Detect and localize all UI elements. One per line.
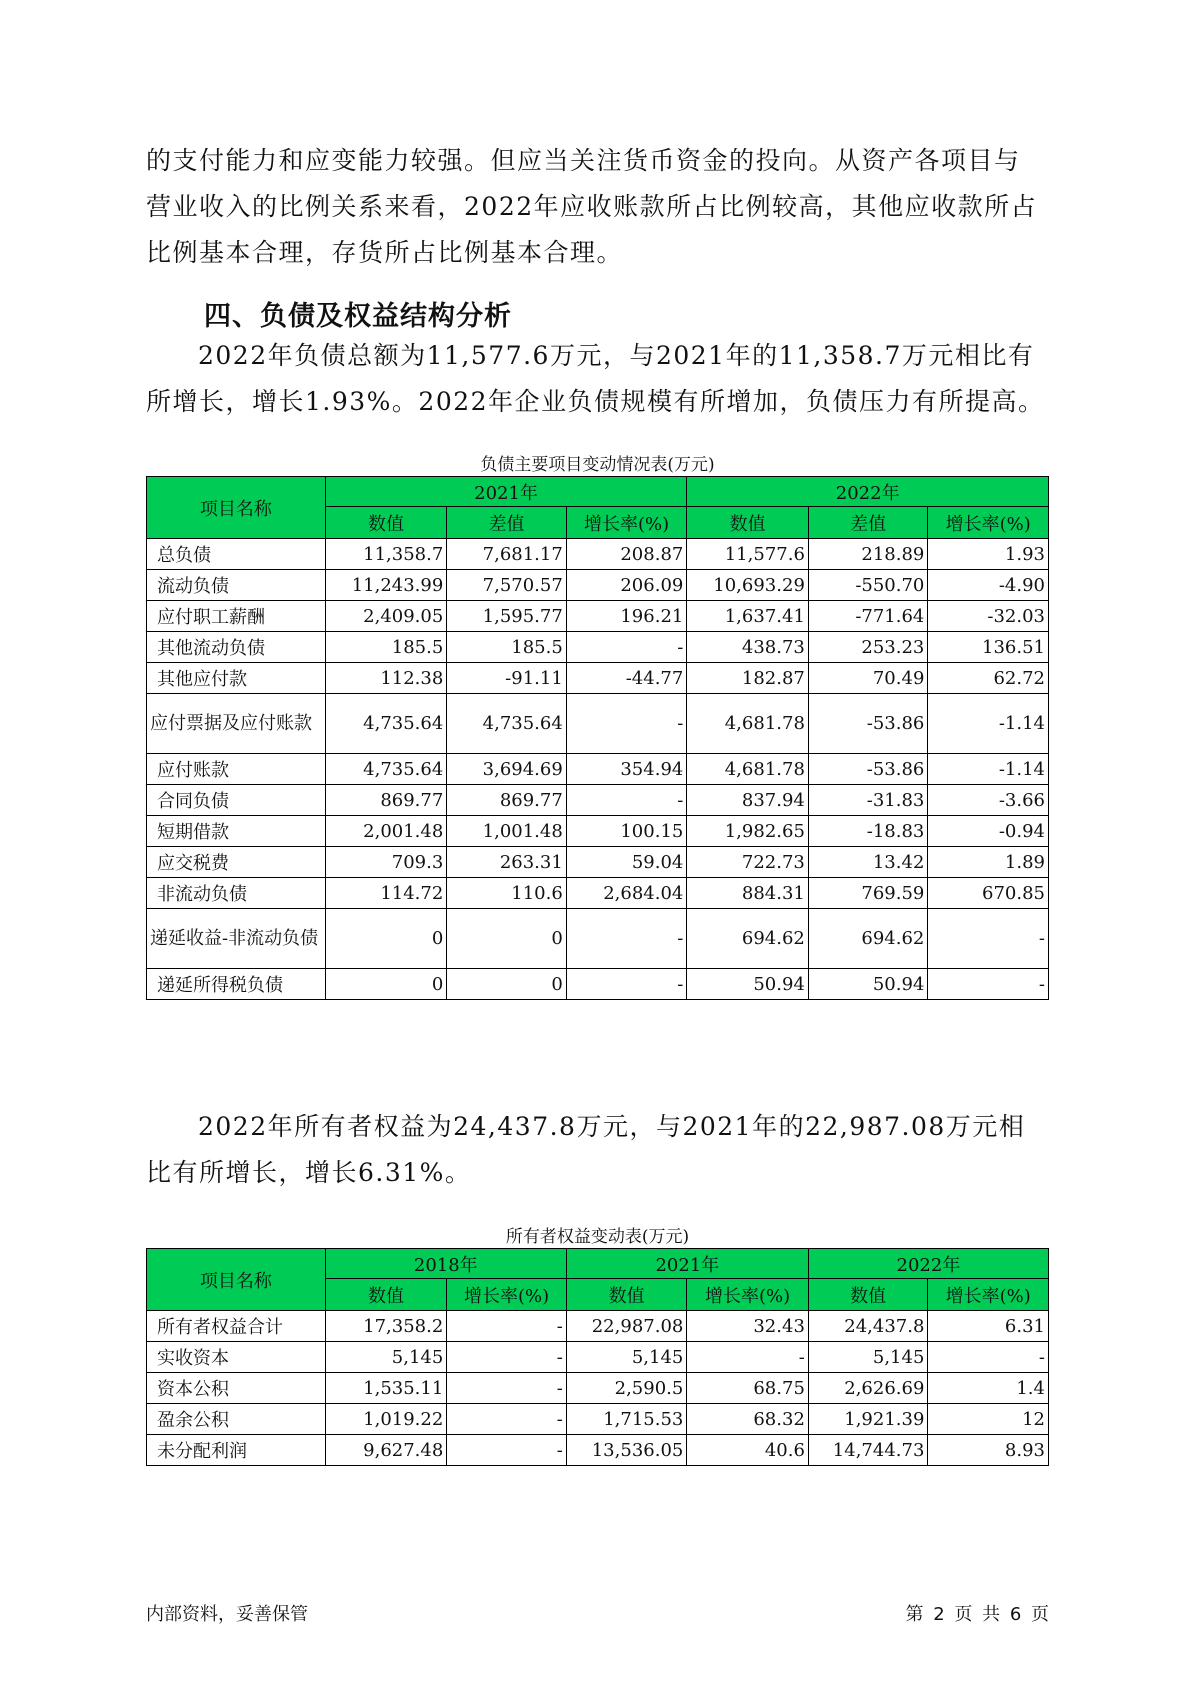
- liability-table-caption: 负债主要项目变动情况表(万元): [480, 455, 715, 475]
- table-cell: -: [928, 909, 1049, 969]
- table-cell: 4,681.78: [687, 694, 809, 754]
- row-label: 未分配利润: [147, 1435, 326, 1466]
- table-row: [147, 601, 1049, 632]
- table-cell: 11,358.7: [325, 539, 447, 570]
- table-cell: 9,627.48: [325, 1435, 447, 1466]
- table-row: [147, 570, 1049, 601]
- table-cell: 68.75: [687, 1373, 809, 1404]
- section-heading: 四、负债及权益结构分析: [204, 301, 512, 332]
- table-cell: 0: [325, 909, 447, 969]
- table-cell: 0: [447, 909, 567, 969]
- table-cell: 722.73: [687, 847, 809, 878]
- table-cell: 694.62: [808, 909, 928, 969]
- table-row: [147, 663, 1049, 694]
- table-cell: 2,590.5: [566, 1373, 687, 1404]
- table-cell: 1.93: [928, 539, 1049, 570]
- table-cell: -: [566, 909, 687, 969]
- table-row: [147, 847, 1049, 878]
- table-cell: 40.6: [687, 1435, 809, 1466]
- table-row: [147, 816, 1049, 847]
- table-cell: 50.94: [808, 969, 928, 1000]
- footer-page-number: 第 2 页 共 6 页: [905, 1604, 1049, 1625]
- liability-paragraph: 2022年负债总额为11,577.6万元，与2021年的11,358.7万元相比有所增长，增长1.93%。2022年企业负债规模有所增加，负债压力有所提高。: [146, 341, 1045, 416]
- table-cell: 59.04: [566, 847, 687, 878]
- table-cell: -: [447, 1435, 567, 1466]
- row-label: 实收资本: [147, 1342, 326, 1373]
- table-cell: 5,145: [566, 1342, 687, 1373]
- table-cell: 1,715.53: [566, 1404, 687, 1435]
- table-cell: 182.87: [687, 663, 809, 694]
- table-cell: 185.5: [447, 632, 567, 663]
- table-cell: 869.77: [447, 785, 567, 816]
- table-cell: 17,358.2: [325, 1311, 447, 1342]
- year-header-2022: 2022年: [687, 477, 1049, 507]
- table-cell: -771.64: [808, 601, 928, 632]
- row-label: 其他流动负债: [147, 632, 326, 663]
- table-cell: 11,577.6: [687, 539, 809, 570]
- name-header: 项目名称: [147, 1249, 326, 1311]
- table-cell: -1.14: [928, 694, 1049, 754]
- equity-table: [146, 1248, 1049, 1466]
- row-label: 应付票据及应付账款: [147, 694, 326, 754]
- table-cell: 263.31: [447, 847, 567, 878]
- table-cell: 3,694.69: [447, 754, 567, 785]
- row-label: 流动负债: [147, 570, 326, 601]
- table-cell: 208.87: [566, 539, 687, 570]
- table-cell: 32.43: [687, 1311, 809, 1342]
- table-cell: 110.6: [447, 878, 567, 909]
- table-row: [147, 909, 1049, 969]
- table-cell: 1,982.65: [687, 816, 809, 847]
- table-cell: 50.94: [687, 969, 809, 1000]
- year-header-2018: 2018年: [325, 1249, 566, 1279]
- table-cell: 1,637.41: [687, 601, 809, 632]
- table-cell: -: [447, 1311, 567, 1342]
- name-header: 项目名称: [147, 477, 326, 539]
- intro-paragraph: 的支付能力和应变能力较强。但应当关注货币资金的投向。从资产各项目与营业收入的比例关系来看，2022年应收账款所占比例较高，其他应收款所占比例基本合理，存货所占比例基本合理。: [146, 146, 1038, 267]
- table-cell: 68.32: [687, 1404, 809, 1435]
- table-cell: 22,987.08: [566, 1311, 687, 1342]
- sub-header: 增长率(%): [687, 1279, 809, 1311]
- table-row: [147, 754, 1049, 785]
- liability-table: [146, 476, 1049, 1000]
- table-cell: 13,536.05: [566, 1435, 687, 1466]
- table-cell: -32.03: [928, 601, 1049, 632]
- table-cell: 884.31: [687, 878, 809, 909]
- table-cell: 114.72: [325, 878, 447, 909]
- table-cell: 1.4: [928, 1373, 1049, 1404]
- table-cell: 1,001.48: [447, 816, 567, 847]
- row-label: 应付账款: [147, 754, 326, 785]
- table-cell: 0: [447, 969, 567, 1000]
- table-cell: 62.72: [928, 663, 1049, 694]
- table-cell: -0.94: [928, 816, 1049, 847]
- equity-table-caption: 所有者权益变动表(万元): [505, 1227, 690, 1247]
- row-label: 递延收益-非流动负债: [147, 909, 326, 969]
- table-cell: 1,535.11: [325, 1373, 447, 1404]
- row-label: 总负债: [147, 539, 326, 570]
- table-cell: -: [928, 1342, 1049, 1373]
- table-cell: 6.31: [928, 1311, 1049, 1342]
- table-cell: 4,735.64: [447, 694, 567, 754]
- table-cell: -53.86: [808, 754, 928, 785]
- table-cell: -: [447, 1373, 567, 1404]
- table-cell: 4,735.64: [325, 754, 447, 785]
- table-cell: -1.14: [928, 754, 1049, 785]
- sub-header: 数值: [325, 507, 447, 539]
- year-header-2021: 2021年: [325, 477, 687, 507]
- table-cell: 769.59: [808, 878, 928, 909]
- table-cell: 7,681.17: [447, 539, 567, 570]
- table-cell: 5,145: [325, 1342, 447, 1373]
- table-cell: -: [447, 1342, 567, 1373]
- table-cell: 869.77: [325, 785, 447, 816]
- table-cell: 1.89: [928, 847, 1049, 878]
- table-cell: 2,409.05: [325, 601, 447, 632]
- table-row: [147, 1342, 1049, 1373]
- table-cell: 1,019.22: [325, 1404, 447, 1435]
- table-row: [147, 1435, 1049, 1466]
- table-cell: -: [928, 969, 1049, 1000]
- table-cell: 709.3: [325, 847, 447, 878]
- table-cell: 1,595.77: [447, 601, 567, 632]
- table-cell: -: [566, 694, 687, 754]
- table-cell: 12: [928, 1404, 1049, 1435]
- table-row: [147, 1311, 1049, 1342]
- sub-header: 差值: [447, 507, 567, 539]
- table-cell: 136.51: [928, 632, 1049, 663]
- table-cell: 100.15: [566, 816, 687, 847]
- table-cell: 2,001.48: [325, 816, 447, 847]
- row-label: 合同负债: [147, 785, 326, 816]
- row-label: 盈余公积: [147, 1404, 326, 1435]
- table-cell: -: [566, 785, 687, 816]
- table-row: [147, 1373, 1049, 1404]
- sub-header: 数值: [566, 1279, 687, 1311]
- table-row: [147, 539, 1049, 570]
- row-label: 应交税费: [147, 847, 326, 878]
- table-cell: 8.93: [928, 1435, 1049, 1466]
- row-label: 资本公积: [147, 1373, 326, 1404]
- table-cell: 7,570.57: [447, 570, 567, 601]
- year-header-2021: 2021年: [566, 1249, 808, 1279]
- table-cell: 196.21: [566, 601, 687, 632]
- table-row: [147, 694, 1049, 754]
- table-cell: -: [566, 969, 687, 1000]
- table-cell: 185.5: [325, 632, 447, 663]
- table-cell: 13.42: [808, 847, 928, 878]
- table-cell: 14,744.73: [808, 1435, 928, 1466]
- table-cell: 10,693.29: [687, 570, 809, 601]
- table-cell: 11,243.99: [325, 570, 447, 601]
- table-cell: 2,626.69: [808, 1373, 928, 1404]
- row-label: 所有者权益合计: [147, 1311, 326, 1342]
- table-cell: -: [687, 1342, 809, 1373]
- table-row: [147, 969, 1049, 1000]
- sub-header: 增长率(%): [928, 1279, 1049, 1311]
- table-cell: 70.49: [808, 663, 928, 694]
- table-cell: -31.83: [808, 785, 928, 816]
- table-cell: -91.11: [447, 663, 567, 694]
- table-cell: 253.23: [808, 632, 928, 663]
- sub-header: 数值: [687, 507, 809, 539]
- row-label: 短期借款: [147, 816, 326, 847]
- table-cell: -550.70: [808, 570, 928, 601]
- table-row: [147, 632, 1049, 663]
- table-cell: 4,735.64: [325, 694, 447, 754]
- table-cell: 438.73: [687, 632, 809, 663]
- table-cell: -18.83: [808, 816, 928, 847]
- sub-header: 差值: [808, 507, 928, 539]
- table-cell: 837.94: [687, 785, 809, 816]
- equity-paragraph: 2022年所有者权益为24,437.8万元，与2021年的22,987.08万元相比有所增长，增长6.31%。: [146, 1112, 1026, 1187]
- table-cell: -3.66: [928, 785, 1049, 816]
- table-cell: 206.09: [566, 570, 687, 601]
- table-row: [147, 1404, 1049, 1435]
- row-label: 其他应付款: [147, 663, 326, 694]
- table-cell: 2,684.04: [566, 878, 687, 909]
- sub-header: 数值: [325, 1279, 447, 1311]
- table-cell: 112.38: [325, 663, 447, 694]
- table-cell: 5,145: [808, 1342, 928, 1373]
- sub-header: 数值: [808, 1279, 928, 1311]
- table-row: [147, 878, 1049, 909]
- sub-header: 增长率(%): [928, 507, 1049, 539]
- table-cell: 24,437.8: [808, 1311, 928, 1342]
- table-cell: 4,681.78: [687, 754, 809, 785]
- sub-header: 增长率(%): [447, 1279, 567, 1311]
- table-cell: 218.89: [808, 539, 928, 570]
- table-cell: -44.77: [566, 663, 687, 694]
- table-cell: -: [566, 632, 687, 663]
- table-cell: -: [447, 1404, 567, 1435]
- row-label: 递延所得税负债: [147, 969, 326, 1000]
- row-label: 非流动负债: [147, 878, 326, 909]
- table-cell: 1,921.39: [808, 1404, 928, 1435]
- table-cell: -53.86: [808, 694, 928, 754]
- footer-confidential: 内部资料，妥善保管: [146, 1604, 308, 1625]
- year-header-2022: 2022年: [808, 1249, 1048, 1279]
- table-cell: 354.94: [566, 754, 687, 785]
- sub-header: 增长率(%): [566, 507, 687, 539]
- table-cell: -4.90: [928, 570, 1049, 601]
- table-cell: 0: [325, 969, 447, 1000]
- row-label: 应付职工薪酬: [147, 601, 326, 632]
- table-cell: 694.62: [687, 909, 809, 969]
- table-row: [147, 785, 1049, 816]
- table-cell: 670.85: [928, 878, 1049, 909]
